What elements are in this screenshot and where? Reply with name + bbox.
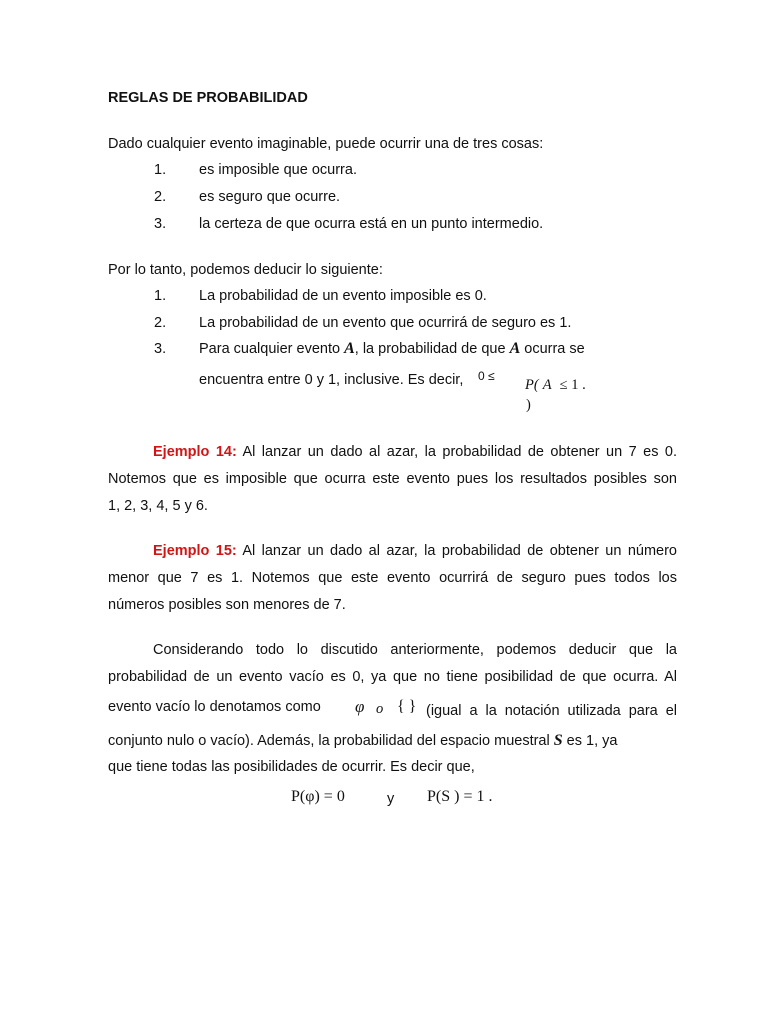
ineq-left: 0 ≤ bbox=[478, 369, 495, 383]
variable-a: A bbox=[344, 340, 355, 357]
ineq-close: ) bbox=[526, 397, 531, 413]
text-segment: , la probabilidad de que bbox=[354, 341, 510, 357]
text-segment: ocurra se bbox=[520, 341, 585, 357]
list-number: 1. bbox=[154, 162, 167, 178]
example-line: 1, 2, 3, 4, 5 y 6. bbox=[108, 498, 208, 514]
list-number: 3. bbox=[154, 216, 167, 232]
paragraph-line: (igual a la notación utilizada para el bbox=[426, 703, 677, 719]
list-number: 2. bbox=[154, 315, 167, 331]
example-line: menor que 7 es 1. Notemos que este evento ocurrirá de seguro pues todos los bbox=[108, 570, 677, 586]
list-number: 2. bbox=[154, 189, 167, 205]
list-item: la certeza de que ocurra está en un punto intermedio. bbox=[199, 216, 544, 232]
text-segment: Al lanzar un dado al azar, la probabilidad de obtener un número bbox=[236, 543, 677, 559]
page-title: REGLAS DE PROBABILIDAD bbox=[108, 90, 308, 106]
formula-p-phi: P(φ) = 0 bbox=[291, 788, 345, 805]
example-line bbox=[153, 443, 677, 461]
example-label: Ejemplo 15: bbox=[153, 543, 237, 559]
example-line: Notemos que es imposible que ocurra este evento pues los resultados posibles son bbox=[108, 471, 677, 487]
paragraph-line: Considerando todo lo discutido anteriormente, podemos deducir que la bbox=[153, 642, 677, 658]
example-label: Ejemplo 14: bbox=[153, 444, 237, 460]
ineq-variable: A bbox=[542, 377, 552, 393]
ineq-right: ≤ 1 . bbox=[559, 377, 586, 393]
variable-s: S bbox=[553, 732, 563, 749]
text-segment: Para cualquier evento bbox=[199, 341, 345, 357]
formula-and: y bbox=[387, 791, 395, 807]
or-symbol: o bbox=[376, 701, 384, 717]
paragraph-line: que tiene todas las posibilidades de ocurrir. Es decir que, bbox=[108, 759, 475, 775]
list-item: La probabilidad de un evento imposible es 0. bbox=[199, 288, 487, 304]
paragraph-line: evento vacío lo denotamos como bbox=[108, 699, 321, 715]
paragraph-line: probabilidad de un evento vacío es 0, ya que no tiene posibilidad de que ocurra. Al bbox=[108, 669, 677, 685]
list-item: es seguro que ocurre. bbox=[199, 189, 341, 205]
intro-text: Dado cualquier evento imaginable, puede ocurrir una de tres cosas: bbox=[108, 136, 544, 152]
list-number: 1. bbox=[154, 288, 167, 304]
phi-symbol: φ bbox=[355, 697, 365, 716]
deduce-text: Por lo tanto, podemos deducir lo siguiente: bbox=[108, 262, 383, 278]
paragraph-line bbox=[108, 732, 617, 750]
example-line: números posibles son menores de 7. bbox=[108, 597, 346, 613]
variable-a: A bbox=[509, 340, 521, 357]
prob-p: P( bbox=[525, 377, 539, 393]
ineq-formula bbox=[525, 376, 586, 394]
text-segment: es 1, ya bbox=[562, 733, 618, 749]
list-item: La probabilidad de un evento que ocurrirá de seguro es 1. bbox=[199, 315, 572, 331]
text-segment: conjunto nulo o vacío). Además, la probabilidad del espacio muestral bbox=[108, 733, 554, 749]
formula-p-s: P(S ) = 1 . bbox=[427, 788, 493, 805]
list-item bbox=[199, 340, 585, 358]
list-number: 3. bbox=[154, 341, 167, 357]
list-item-continuation: encuentra entre 0 y 1, inclusive. Es decir, bbox=[199, 372, 464, 388]
list-item: es imposible que ocurra. bbox=[199, 162, 357, 178]
braces-symbol: { } bbox=[397, 698, 417, 715]
example-line bbox=[153, 542, 677, 560]
text-segment: Al lanzar un dado al azar, la probabilidad de obtener un 7 es 0. bbox=[236, 444, 677, 460]
